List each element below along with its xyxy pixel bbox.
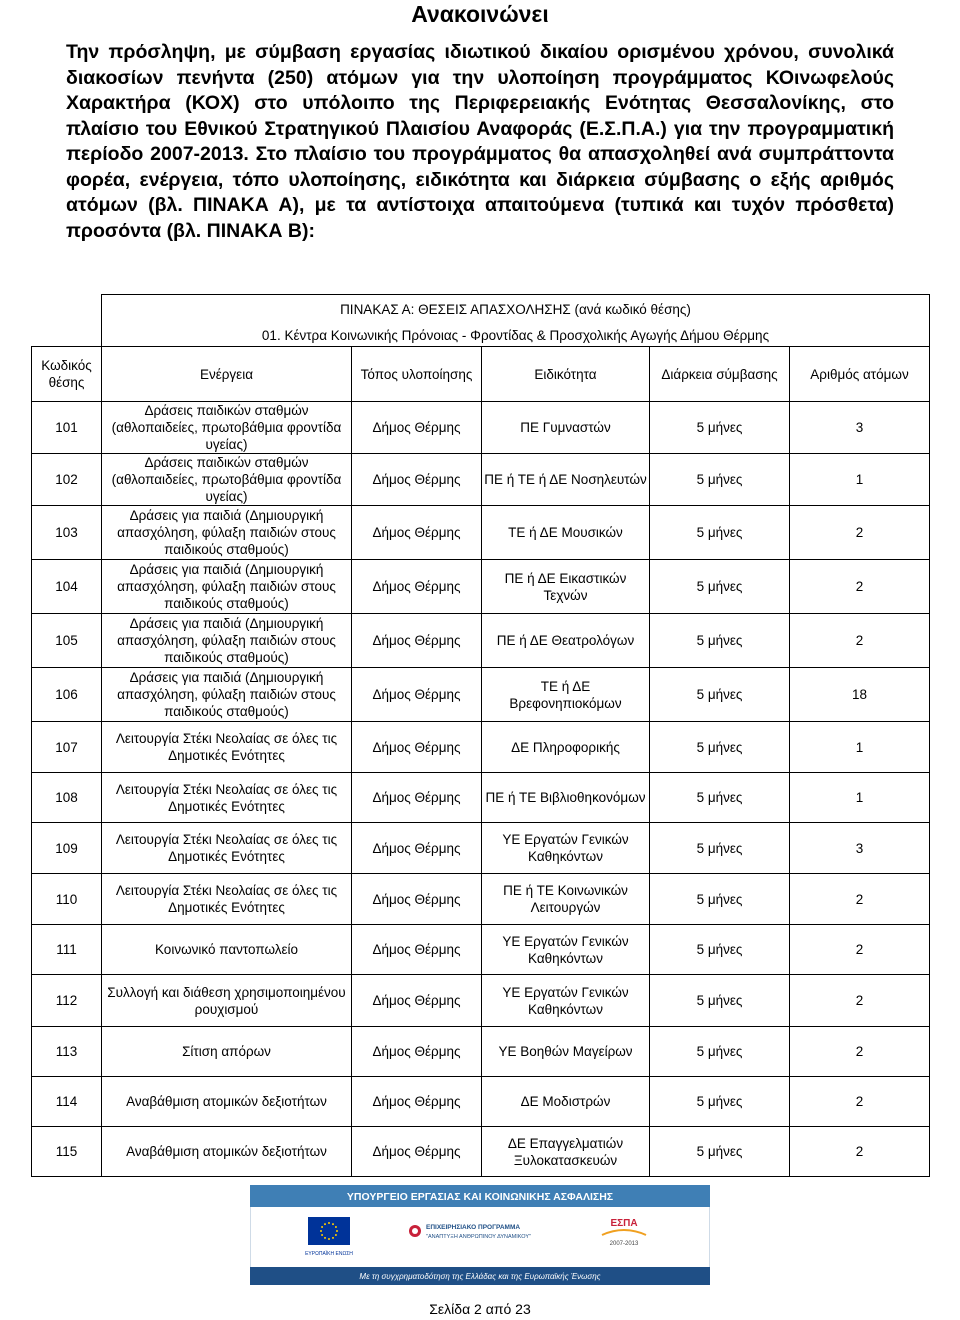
table-row xyxy=(32,722,930,773)
cell-place: Δήμος Θέρμης xyxy=(352,722,482,773)
table-row xyxy=(32,560,930,614)
cell-place: Δήμος Θέρμης xyxy=(352,614,482,668)
table-row xyxy=(32,1077,930,1127)
cell-code: 105 xyxy=(32,614,102,668)
espa-label: ΕΣΠΑ xyxy=(610,1218,638,1229)
cell-count: 1 xyxy=(790,454,930,506)
cell-count: 1 xyxy=(790,722,930,773)
cell-duration: 5 μήνες xyxy=(650,668,790,722)
cell-duration: 5 μήνες xyxy=(650,823,790,874)
cell-place: Δήμος Θέρμης xyxy=(352,560,482,614)
cell-action: Λειτουργία Στέκι Νεολαίας σε όλες τις Δημοτικές Ενότητες xyxy=(102,773,352,823)
cell-count: 18 xyxy=(790,668,930,722)
cell-code: 103 xyxy=(32,506,102,560)
table-subcaption: 01. Κέντρα Κοινωνικής Πρόνοιας - Φροντίδας & Προσχολικής Αγωγής Δήμου Θέρμης xyxy=(102,325,930,347)
cell-place: Δήμος Θέρμης xyxy=(352,668,482,722)
cell-specialty: ΠΕ ή ΤΕ Βιβλιοθηκονόμων xyxy=(482,773,650,823)
programme-line1: ΕΠΙΧΕΙΡΗΣΙΑΚΟ ΠΡΟΓΡΑΜΜΑ xyxy=(426,1224,521,1231)
cell-action: Συλλογή και διάθεση χρησιμοποιημένου ρουχισμού xyxy=(102,975,352,1027)
table-row xyxy=(32,1027,930,1077)
cell-place: Δήμος Θέρμης xyxy=(352,975,482,1027)
table-row xyxy=(32,454,930,506)
cell-duration: 5 μήνες xyxy=(650,975,790,1027)
programme-logo-icon xyxy=(409,1225,421,1237)
table-row xyxy=(32,402,930,454)
cell-duration: 5 μήνες xyxy=(650,506,790,560)
header-action: Ενέργεια xyxy=(102,347,352,402)
cell-count: 2 xyxy=(790,506,930,560)
table-row xyxy=(32,773,930,823)
cell-specialty: ΤΕ ή ΔΕ Βρεφονηπιοκόμων xyxy=(482,668,650,722)
cell-count: 2 xyxy=(790,560,930,614)
cell-duration: 5 μήνες xyxy=(650,614,790,668)
cell-place: Δήμος Θέρμης xyxy=(352,773,482,823)
cell-code: 112 xyxy=(32,975,102,1027)
cell-place: Δήμος Θέρμης xyxy=(352,1077,482,1127)
positions-table xyxy=(31,294,930,1177)
cell-code: 109 xyxy=(32,823,102,874)
cell-code: 106 xyxy=(32,668,102,722)
page-number: Σελίδα 2 από 23 xyxy=(429,1301,531,1317)
cell-count: 3 xyxy=(790,402,930,454)
cell-duration: 5 μήνες xyxy=(650,1027,790,1077)
cell-place: Δήμος Θέρμης xyxy=(352,402,482,454)
programme-line2: "ΑΝΑΠΤΥΞΗ ΑΝΘΡΩΠΙΝΟΥ ΔΥΝΑΜΙΚΟΥ" xyxy=(426,1234,532,1240)
cell-count: 3 xyxy=(790,823,930,874)
cell-action: Δράσεις για παιδιά (Δημιουργική απασχόληση, φύλαξη παιδιών στους παιδικούς σταθμούς) xyxy=(102,614,352,668)
espa-years: 2007-2013 xyxy=(609,1241,639,1247)
table-header-row xyxy=(32,347,930,402)
cell-action: Δράσεις για παιδιά (Δημιουργική απασχόληση, φύλαξη παιδιών στους παιδικούς σταθμούς) xyxy=(102,506,352,560)
table-row xyxy=(32,823,930,874)
cell-place: Δήμος Θέρμης xyxy=(352,874,482,925)
cell-count: 2 xyxy=(790,1027,930,1077)
header-code: Κωδικός θέσης xyxy=(32,347,102,402)
cell-duration: 5 μήνες xyxy=(650,874,790,925)
slogan: Με τη συγχρηματοδότηση της Ελλάδας και της Ευρωπαϊκής Ένωσης xyxy=(359,1272,601,1281)
cell-place: Δήμος Θέρμης xyxy=(352,1027,482,1077)
cell-code: 115 xyxy=(32,1127,102,1177)
cell-specialty: ΠΕ ή ΤΕ Κοινωνικών Λειτουργών xyxy=(482,874,650,925)
table-row xyxy=(32,925,930,975)
cell-code: 104 xyxy=(32,560,102,614)
cell-place: Δήμος Θέρμης xyxy=(352,506,482,560)
ministry-label: ΥΠΟΥΡΓΕΙΟ ΕΡΓΑΣΙΑΣ ΚΑΙ ΚΟΙΝΩΝΙΚΗΣ ΑΣΦΑΛΙΣΗΣ xyxy=(346,1191,614,1203)
cell-action: Δράσεις παιδικών σταθμών (αθλοπαιδείες, πρωτοβάθμια φροντίδα υγείας) xyxy=(102,454,352,506)
cell-action: Λειτουργία Στέκι Νεολαίας σε όλες τις Δημοτικές Ενότητες xyxy=(102,874,352,925)
cell-duration: 5 μήνες xyxy=(650,402,790,454)
cell-duration: 5 μήνες xyxy=(650,560,790,614)
cell-count: 2 xyxy=(790,614,930,668)
cell-code: 113 xyxy=(32,1027,102,1077)
header-duration: Διάρκεια σύμβασης xyxy=(650,347,790,402)
cell-specialty: ΥΕ Εργατών Γενικών Καθηκόντων xyxy=(482,925,650,975)
cell-count: 2 xyxy=(790,1127,930,1177)
funding-banner xyxy=(250,1185,710,1285)
cell-specialty: ΥΕ Βοηθών Μαγείρων xyxy=(482,1027,650,1077)
cell-specialty: ΔΕ Πληροφορικής xyxy=(482,722,650,773)
cell-duration: 5 μήνες xyxy=(650,454,790,506)
table-row xyxy=(32,1127,930,1177)
header-count: Αριθμός ατόμων xyxy=(790,347,930,402)
cell-count: 2 xyxy=(790,1077,930,1127)
cell-duration: 5 μήνες xyxy=(650,722,790,773)
table-row xyxy=(32,506,930,560)
cell-duration: 5 μήνες xyxy=(650,1077,790,1127)
cell-action: Αναβάθμιση ατομικών δεξιοτήτων xyxy=(102,1127,352,1177)
cell-place: Δήμος Θέρμης xyxy=(352,925,482,975)
cell-action: Λειτουργία Στέκι Νεολαίας σε όλες τις Δημοτικές Ενότητες xyxy=(102,722,352,773)
cell-action: Δράσεις παιδικών σταθμών (αθλοπαιδείες, πρωτοβάθμια φροντίδα υγείας) xyxy=(102,402,352,454)
eu-flag-icon xyxy=(308,1217,350,1245)
intro-paragraph: Την πρόσληψη, με σύμβαση εργασίας ιδιωτικού δικαίου ορισμένου χρόνου, συνολικά διακοσίων πενήντα (250) ατόμων για την υλοποίηση προγράμματος ΚΟινωφελούς Χαρακτήρα (ΚΟΧ) στο υπόλοιπο της Περιφερειακής Ενότητας Θεσσαλονίκης, στο πλαίσιο του Εθνικού Στρατηγικού Πλαισίου Αναφοράς (Ε.Σ.Π.Α.) για την προγραμματική περίοδο 2007-2013. Στο πλαίσιο του προγράμματος θα απασχοληθεί ανά συμπράττοντα φορέα, ενέργεια, τόπο υλοποίησης, ειδικότητα και διάρκεια σύμβασης ο εξής αριθμός ατόμων (βλ. ΠΙΝΑΚΑ Α), με τα αντίστοιχα απαιτούμενα (τυπικά και τυχόν πρόσθετα) προσόντα (βλ. ΠΙΝΑΚΑ Β): xyxy=(66,41,894,242)
header-spacer xyxy=(32,295,102,325)
cell-place: Δήμος Θέρμης xyxy=(352,823,482,874)
cell-specialty: ΠΕ ή ΔΕ Εικαστικών Τεχνών xyxy=(482,560,650,614)
cell-duration: 5 μήνες xyxy=(650,773,790,823)
page-title: Ανακοινώνει xyxy=(411,1,549,27)
cell-code: 107 xyxy=(32,722,102,773)
table-row xyxy=(32,874,930,925)
cell-place: Δήμος Θέρμης xyxy=(352,454,482,506)
cell-duration: 5 μήνες xyxy=(650,1127,790,1177)
cell-specialty: ΔΕ Επαγγελματιών Ξυλοκατασκευών xyxy=(482,1127,650,1177)
cell-specialty: ΤΕ ή ΔΕ Μουσικών xyxy=(482,506,650,560)
cell-action: Σίτιση απόρων xyxy=(102,1027,352,1077)
cell-action: Λειτουργία Στέκι Νεολαίας σε όλες τις Δημοτικές Ενότητες xyxy=(102,823,352,874)
cell-action: Κοινωνικό παντοπωλείο xyxy=(102,925,352,975)
cell-count: 1 xyxy=(790,773,930,823)
cell-count: 2 xyxy=(790,925,930,975)
cell-action: Δράσεις για παιδιά (Δημιουργική απασχόληση, φύλαξη παιδιών στους παιδικούς σταθμούς) xyxy=(102,560,352,614)
cell-action: Δράσεις για παιδιά (Δημιουργική απασχόληση, φύλαξη παιδιών στους παιδικούς σταθμούς) xyxy=(102,668,352,722)
cell-count: 2 xyxy=(790,975,930,1027)
cell-specialty: ΥΕ Εργατών Γενικών Καθηκόντων xyxy=(482,823,650,874)
table-caption: ΠΙΝΑΚΑΣ Α: ΘΕΣΕΙΣ ΑΠΑΣΧΟΛΗΣΗΣ (ανά κωδικό θέσης) xyxy=(102,295,930,325)
cell-specialty: ΠΕ ή ΔΕ Θεατρολόγων xyxy=(482,614,650,668)
cell-specialty: ΥΕ Εργατών Γενικών Καθηκόντων xyxy=(482,975,650,1027)
cell-count: 2 xyxy=(790,874,930,925)
table-row xyxy=(32,614,930,668)
cell-place: Δήμος Θέρμης xyxy=(352,1127,482,1177)
eu-label: ΕΥΡΩΠΑΪΚΗ ΕΝΩΣΗ xyxy=(305,1251,353,1257)
cell-code: 108 xyxy=(32,773,102,823)
cell-code: 110 xyxy=(32,874,102,925)
cell-specialty: ΠΕ Γυμναστών xyxy=(482,402,650,454)
header-spacer xyxy=(32,325,102,347)
header-specialty: Ειδικότητα xyxy=(482,347,650,402)
table-row xyxy=(32,975,930,1027)
cell-action: Αναβάθμιση ατομικών δεξιοτήτων xyxy=(102,1077,352,1127)
cell-duration: 5 μήνες xyxy=(650,925,790,975)
header-place: Τόπος υλοποίησης xyxy=(352,347,482,402)
cell-code: 111 xyxy=(32,925,102,975)
cell-code: 102 xyxy=(32,454,102,506)
table-row xyxy=(32,668,930,722)
cell-code: 114 xyxy=(32,1077,102,1127)
cell-code: 101 xyxy=(32,402,102,454)
cell-specialty: ΠΕ ή ΤΕ ή ΔΕ Νοσηλευτών xyxy=(482,454,650,506)
cell-specialty: ΔΕ Μοδιστρών xyxy=(482,1077,650,1127)
